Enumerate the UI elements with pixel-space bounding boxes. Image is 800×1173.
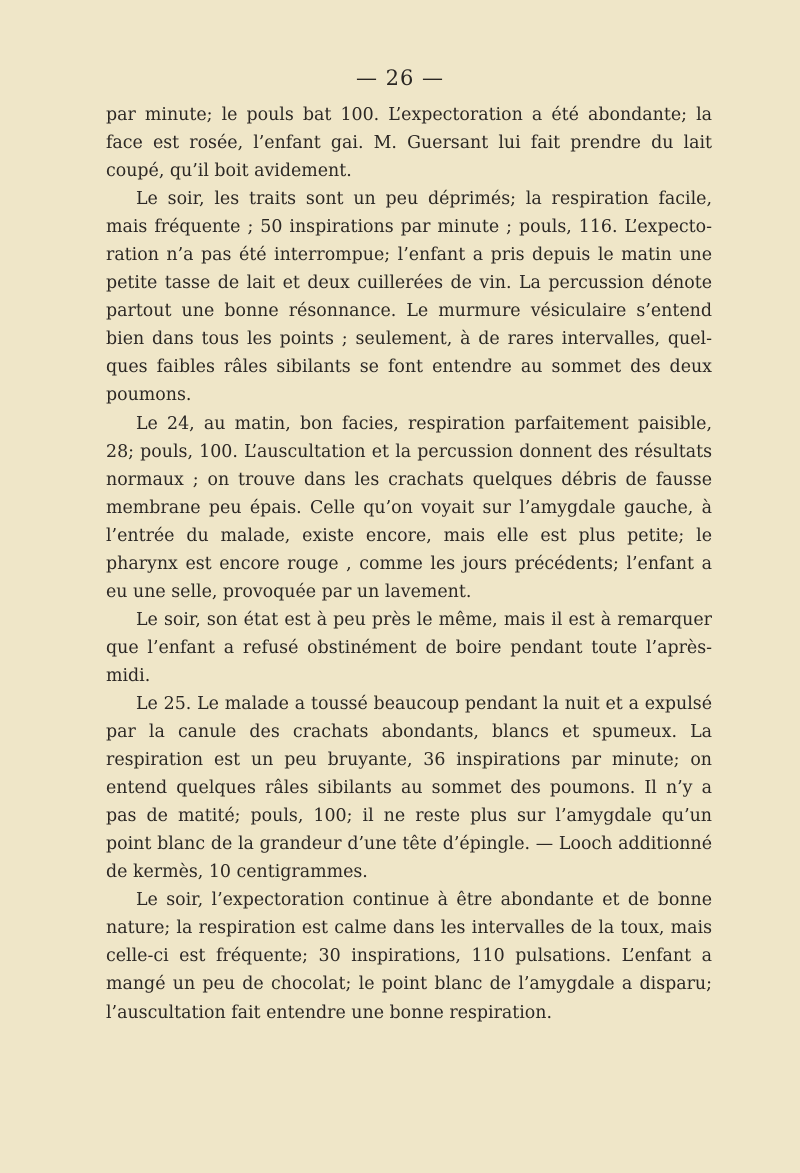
page-number: — 26 — bbox=[355, 66, 445, 90]
paragraph: Le 24, au matin, bon facies, respiration parfaitement paisible, 28; pouls, 100. L’auscultation et la percussion donnent des résultats normaux ; on trouve dans les crachats quelques débris de fausse membrane peu épais. Celle qu’on voyait sur l’amygdale gauche, à l’entrée du malade, existe encore, mais elle est plus petite; le pharynx est encore rouge , comme les jours précédents; l’enfant a eu une selle, provoquée par un lavement. bbox=[106, 413, 712, 602]
paragraph: par minute; le pouls bat 100. L’expectoration a été abondante; la face est rosée, l’enfant gai. M. Guersant lui fait prendre du lait coupé, qu’il boit avidement. bbox=[106, 105, 712, 182]
body-text bbox=[106, 101, 712, 1027]
paragraph: Le 25. Le malade a toussé beaucoup pendant la nuit et a expulsé par la canule des crachats abondants, blancs et spumeux. La respiration est un peu bruyante, 36 inspirations par minute; on entend quelques râles sibilants au sommet des poumons. Il n’y a pas de matité; pouls, 100; il ne reste plus sur l’amygdale qu’un point blanc de la grandeur d’une tête d’épingle. — Looch additionné de kermès, 10 centigrammes. bbox=[106, 693, 712, 883]
paragraph: Le soir, l’expectoration continue à être abondante et de bonne nature; la respiration est calme dans les intervalles de la toux, mais celle-ci est fréquente; 30 inspirations, 110 pulsations. L’enfant a mangé un peu de chocolat; le point blanc de l’amygdale a disparu; l’auscultation fait entendre une bonne respiration. bbox=[106, 890, 712, 1023]
paragraph: Le soir, les traits sont un peu déprimés; la respiration facile, mais fréquente ; 50 inspirations par minute ; pouls, 116. L’expectoration n’a pas été interrompue; l’enfant a pris depuis le matin une petite tasse de lait et deux cuillerées de vin. La percussion dénote partout une bonne résonnance. Le murmure vésiculaire s’entend bien dans tous les points ; seulement, à de rares intervalles, quelques faibles râles sibilants se font entendre au sommet des deux poumons. bbox=[106, 189, 712, 406]
paragraph: Le soir, son état est à peu près le même, mais il est à remarquer que l’enfant a refusé obstinément de boire pendant toute l’après-midi. bbox=[106, 609, 712, 686]
